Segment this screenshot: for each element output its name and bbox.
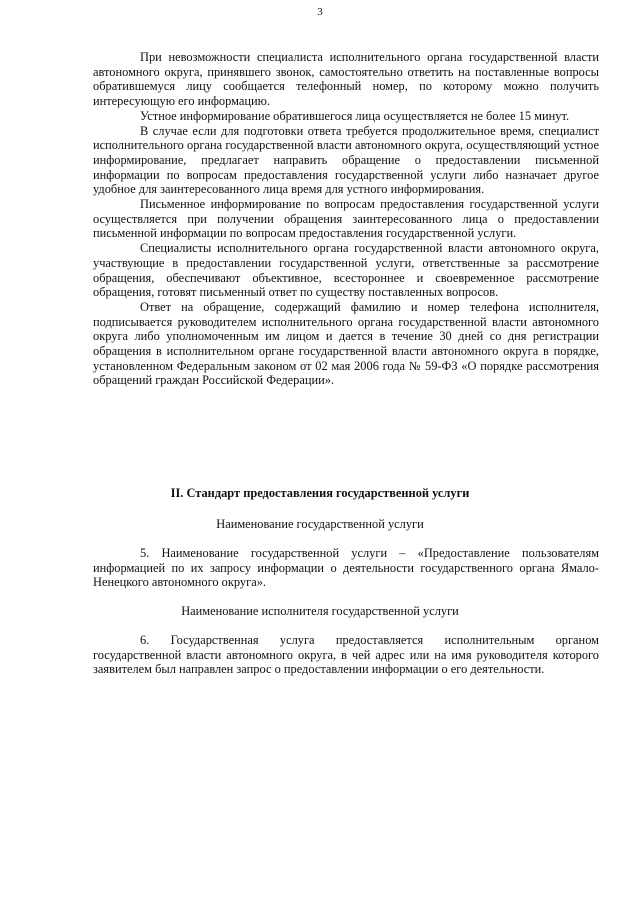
body-text <box>93 50 599 388</box>
paragraph: Письменное информирование по вопросам предоставления государственной услуги осуществляется при получении обращения заинтересованного лица о предоставлении письменной информации по вопросам предоставления государственной услуги. <box>93 197 599 241</box>
subheading-service-executor: Наименование исполнителя государственной услуги <box>181 604 459 618</box>
paragraph: Ответ на обращение, содержащий фамилию и номер телефона исполнителя, подписывается руководителем исполнительного органа государственной власти автономного округа либо уполномоченным им лицом и дается в течение 30 дней со дня регистрации обращения в исполнительном органе государственной власти автономного округа в порядке, установленном Федеральным законом от 02 мая 2006 года № 59-ФЗ «О порядке рассмотрения обращений граждан Российской Федерации». <box>93 299 599 388</box>
item-6-text: 6. Государственная услуга предоставляется исполнительным органом государственной власти автономного округа, в чей адрес или на имя руководителя которого заявителем был направлен запрос о предоставлении информации о его деятельности. <box>93 633 599 677</box>
item-6 <box>93 633 599 677</box>
paragraph: При невозможности специалиста исполнительного органа государственной власти автономного округа, принявшего звонок, самостоятельно ответить на поставленные вопросы обратившемуся лицу сообщается телефонный номер, по которому можно получить интересующую его информацию. <box>93 50 599 109</box>
paragraph: В случае если для подготовки ответа требуется продолжительное время, специалист исполнительного органа государственной власти автономного округа, осуществляющий устное информирование, предлагает направить обращение о предоставлении письменной информации по вопросам предоставления государственной услуги либо назначает другое удобное для заинтересованного лица время для устного информирования. <box>93 123 599 197</box>
paragraph: Устное информирование обратившегося лица осуществляется не более 15 минут. <box>140 108 570 123</box>
section-title: II. Стандарт предоставления государственной услуги <box>170 486 470 500</box>
subheading-service-name: Наименование государственной услуги <box>216 517 424 531</box>
item-5-text: 5. Наименование государственной услуги – «Предоставление пользователям информацией по их запросу информации о деятельности государственного органа Ямало-Ненецкого автономного округа». <box>93 546 599 590</box>
paragraph: Специалисты исполнительного органа государственной власти автономного округа, участвующие в предоставлении государственной услуги, ответственные за рассмотрение обращения, обеспечивают объективное, всестороннее и своевременное рассмотрение обращения, готовят письменный ответ по существу поставленных вопросов. <box>93 241 599 300</box>
page-number: 3 <box>317 6 323 18</box>
item-5 <box>93 546 599 590</box>
